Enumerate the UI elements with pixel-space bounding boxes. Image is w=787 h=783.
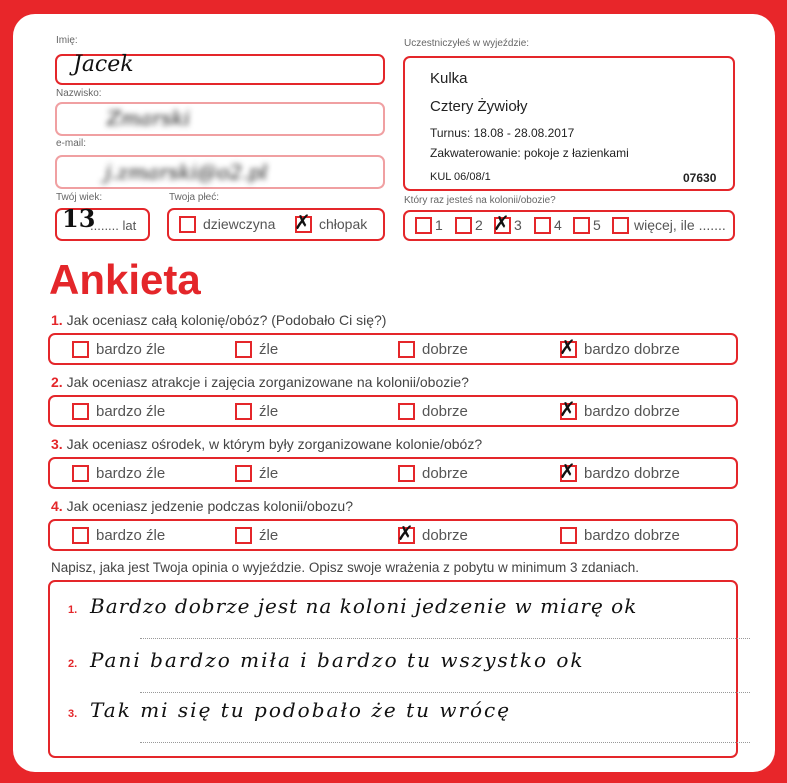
rating-option-label: bardzo źle bbox=[96, 403, 166, 420]
question-number: 3. bbox=[51, 436, 63, 452]
opinion-line-1: Bardzo dobrze jest na koloni jedzenie w miarę ok bbox=[90, 594, 638, 618]
rating-checkbox[interactable] bbox=[397, 521, 415, 545]
question-label: Jak oceniasz całą kolonię/obóz? (Podobało Ci się?) bbox=[66, 312, 387, 328]
times-option-5: 5 bbox=[593, 217, 601, 233]
rating-option-label: źle bbox=[259, 403, 279, 420]
question-number: 1. bbox=[51, 312, 63, 328]
question-number: 4. bbox=[51, 498, 63, 514]
question-4-options bbox=[48, 519, 738, 551]
rating-checkbox[interactable] bbox=[72, 403, 89, 420]
rating-option-label: bardzo źle bbox=[96, 465, 166, 482]
question-3-options bbox=[48, 457, 738, 489]
rating-option-label: bardzo źle bbox=[96, 341, 166, 358]
surname-label: Nazwisko: bbox=[56, 88, 102, 99]
trip-label: Uczestniczyłeś w wyjeździe: bbox=[404, 38, 530, 49]
trip-turnus: Turnus: 18.08 - 28.08.2017 bbox=[430, 126, 575, 140]
trip-name: Kulka bbox=[430, 70, 468, 87]
gender-option-female: dziewczyna bbox=[203, 216, 276, 232]
rating-checkbox[interactable] bbox=[398, 403, 415, 420]
rating-option-label: bardzo dobrze bbox=[584, 465, 680, 482]
trip-code: KUL 06/08/1 bbox=[430, 171, 491, 183]
gender-label: Twoja płeć: bbox=[169, 192, 220, 203]
rating-option-label: źle bbox=[259, 341, 279, 358]
times-label: Który raz jesteś na kolonii/obozie? bbox=[404, 195, 556, 206]
trip-number: 07630 bbox=[683, 171, 717, 185]
trip-title: Cztery Żywioły bbox=[430, 98, 528, 115]
question-3-text bbox=[51, 436, 482, 452]
trip-accommodation: Zakwaterowanie: pokoje z łazienkami bbox=[430, 146, 629, 160]
rating-option-label: bardzo dobrze bbox=[584, 341, 680, 358]
rating-checkbox[interactable] bbox=[235, 341, 252, 358]
times-checkbox-2[interactable] bbox=[455, 217, 472, 234]
check-mark: ✗ bbox=[559, 397, 576, 421]
rating-option-label: bardzo źle bbox=[96, 527, 166, 544]
rating-checkbox[interactable] bbox=[235, 527, 252, 544]
survey-form bbox=[13, 14, 775, 772]
surname-field[interactable] bbox=[55, 102, 385, 136]
times-checkbox-3[interactable] bbox=[493, 211, 511, 235]
rating-checkbox[interactable] bbox=[72, 341, 89, 358]
rating-option-label: dobrze bbox=[422, 465, 468, 482]
times-option-3: 3 bbox=[514, 217, 522, 233]
check-mark: ✗ bbox=[397, 521, 414, 545]
question-1-text bbox=[51, 312, 386, 328]
rating-checkbox[interactable] bbox=[235, 465, 252, 482]
email-value: j.zmarski@o2.pl bbox=[105, 160, 268, 184]
check-mark: ✗ bbox=[559, 459, 576, 483]
age-suffix: ........ lat bbox=[90, 218, 137, 233]
surname-value: Zmarski bbox=[107, 106, 191, 130]
rating-option-label: dobrze bbox=[422, 341, 468, 358]
opinion-line-rule bbox=[140, 742, 750, 743]
question-2-options bbox=[48, 395, 738, 427]
times-checkbox-more[interactable] bbox=[612, 217, 629, 234]
check-mark: ✗ bbox=[559, 335, 576, 359]
question-4-text bbox=[51, 498, 353, 514]
page-title: Ankieta bbox=[49, 256, 201, 303]
times-option-2: 2 bbox=[475, 217, 483, 233]
gender-checkbox-male[interactable] bbox=[294, 210, 312, 234]
opinion-box[interactable] bbox=[48, 580, 738, 758]
question-1-options bbox=[48, 333, 738, 365]
check-mark: ✗ bbox=[294, 210, 311, 234]
name-field[interactable] bbox=[55, 54, 385, 85]
check-mark: ✗ bbox=[493, 211, 510, 235]
name-value: Jacek bbox=[73, 52, 134, 77]
age-label: Twój wiek: bbox=[56, 192, 103, 203]
opinion-line-rule bbox=[140, 638, 750, 639]
times-field bbox=[403, 210, 735, 241]
rating-checkbox[interactable] bbox=[398, 465, 415, 482]
question-number: 2. bbox=[51, 374, 63, 390]
rating-option-label: źle bbox=[259, 527, 279, 544]
opinion-line-number: 3. bbox=[68, 708, 78, 720]
rating-checkbox[interactable] bbox=[72, 527, 89, 544]
times-option-1: 1 bbox=[435, 217, 443, 233]
rating-checkbox[interactable] bbox=[398, 341, 415, 358]
rating-checkbox[interactable] bbox=[559, 335, 577, 359]
times-checkbox-5[interactable] bbox=[573, 217, 590, 234]
email-label: e-mail: bbox=[56, 138, 87, 149]
rating-option-label: dobrze bbox=[422, 403, 468, 420]
age-value: 13 bbox=[62, 204, 96, 233]
rating-option-label: bardzo dobrze bbox=[584, 403, 680, 420]
age-field[interactable] bbox=[55, 204, 150, 241]
question-label: Jak oceniasz jedzenie podczas kolonii/obozu? bbox=[66, 498, 353, 514]
rating-option-label: dobrze bbox=[422, 527, 468, 544]
opinion-line-3: Tak mi się tu podobało że tu wrócę bbox=[90, 698, 512, 722]
opinion-line-number: 1. bbox=[68, 604, 78, 616]
times-checkbox-4[interactable] bbox=[534, 217, 551, 234]
question-label: Jak oceniasz atrakcje i zajęcia zorganizowane na kolonii/obozie? bbox=[66, 374, 469, 390]
question-2-text bbox=[51, 374, 469, 390]
trip-info-box bbox=[403, 56, 735, 191]
opinion-line-2: Pani bardzo miła i bardzo tu wszystko ok bbox=[90, 648, 585, 672]
times-option-more: więcej, ile ....... bbox=[634, 217, 726, 233]
opinion-line-rule bbox=[140, 692, 750, 693]
rating-checkbox[interactable] bbox=[72, 465, 89, 482]
rating-option-label: źle bbox=[259, 465, 279, 482]
times-option-4: 4 bbox=[554, 217, 562, 233]
times-checkbox-1[interactable] bbox=[415, 217, 432, 234]
question-label: Jak oceniasz ośrodek, w którym były zorganizowane kolonie/obóz? bbox=[66, 436, 483, 452]
gender-option-male: chłopak bbox=[319, 216, 368, 232]
opinion-line-number: 2. bbox=[68, 658, 78, 670]
rating-checkbox[interactable] bbox=[560, 527, 577, 544]
name-label: Imię: bbox=[56, 35, 78, 46]
email-field[interactable] bbox=[55, 155, 385, 189]
rating-checkbox[interactable] bbox=[235, 403, 252, 420]
opinion-prompt: Napisz, jaka jest Twoja opinia o wyjeździe. Opisz swoje wrażenia z pobytu w minimum 3 zdaniach. bbox=[51, 560, 640, 575]
rating-option-label: bardzo dobrze bbox=[584, 527, 680, 544]
gender-field bbox=[167, 208, 385, 241]
rating-checkbox[interactable] bbox=[559, 397, 577, 421]
rating-checkbox[interactable] bbox=[559, 459, 577, 483]
gender-checkbox-female[interactable] bbox=[179, 216, 196, 233]
